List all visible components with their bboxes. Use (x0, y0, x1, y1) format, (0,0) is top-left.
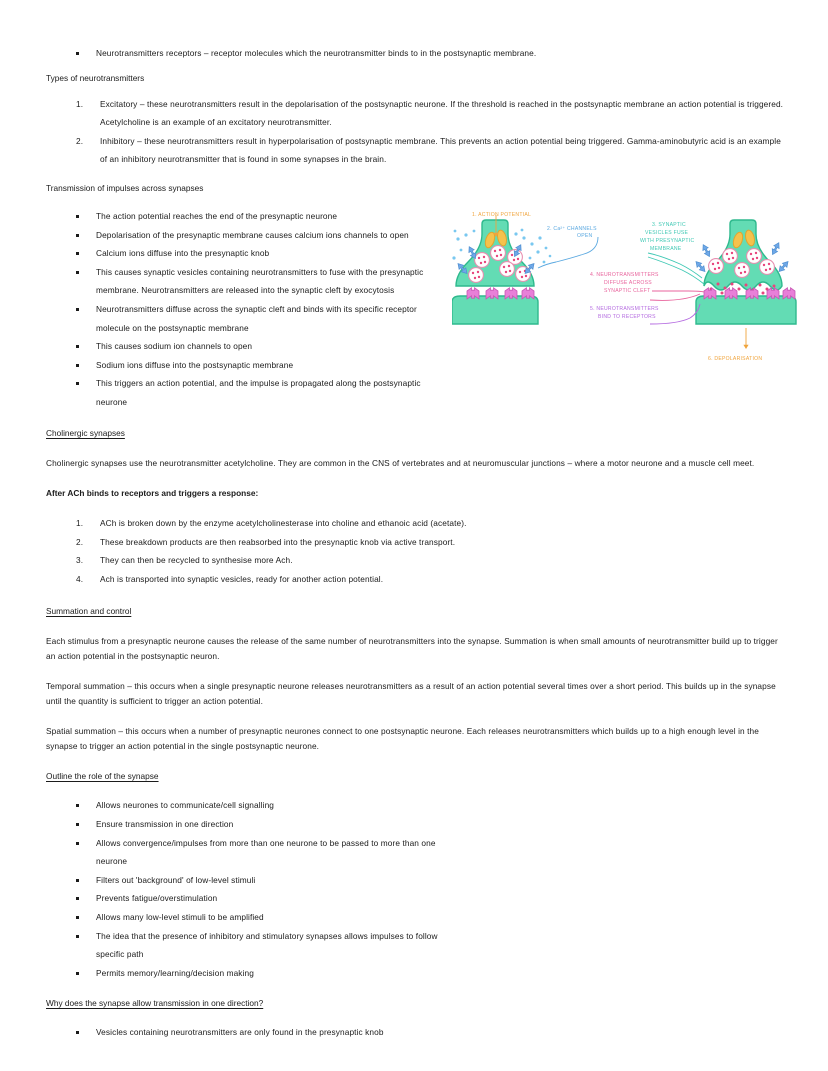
document-content (46, 44, 786, 1042)
leader-ca-channels (538, 237, 598, 268)
summation-paragraph-2: Temporal summation – this occurs when a single presynaptic neurone releases neurotransmitters as a result of an action potential several times over a short period. This builds up in the synapse until the quantity is sufficient to trigger an action potential. (46, 681, 776, 706)
heading-summation-and-control: Summation and control (46, 606, 132, 617)
list-item: Vesicles containing neurotransmitters are only found in the presynaptic knob (46, 1023, 446, 1042)
cholinergic-steps-list (46, 514, 706, 588)
diagram-label-ca-channels-line2: OPEN (577, 233, 593, 239)
list-item: Allows many low-level stimuli to be amplified (46, 908, 446, 927)
summation-paragraph-3: Spatial summation – this occurs when a number of presynaptic neurones connect to one postsynaptic neurone. Each releases neurotransmitters which builds up to a high enough level in the synapse to trigger an action potential in the single postsynaptic neurone. (46, 726, 759, 751)
list-item: Sodium ions diffuse into the postsynaptic membrane (46, 356, 446, 375)
diagram-label-diffuse-line3: SYNAPTIC CLEFT (604, 288, 651, 294)
list-item: Allows neurones to communicate/cell signalling (46, 796, 446, 815)
list-item: Neurotransmitters receptors – receptor molecules which the neurotransmitter binds to in the postsynaptic membrane. (46, 44, 786, 63)
list-item: Ach is transported into synaptic vesicles, ready for another action potential. (100, 573, 384, 584)
types-of-neurotransmitters-list (46, 95, 786, 169)
heading-types-of-neurotransmitters: Types of neurotransmitters (46, 72, 145, 83)
diagram-label-vesicles-fuse-line3: WITH PRESYNAPTIC (640, 238, 695, 244)
list-item: Calcium ions diffuse into the presynaptic knob (46, 244, 446, 263)
list-item: Depolarisation of the presynaptic membrane causes calcium ions channels to open (46, 226, 446, 245)
list-item: These breakdown products are then reabsorbed into the presynaptic knob via active transport. (100, 536, 456, 547)
list-item: The idea that the presence of inhibitory and stimulatory synapses allows impulses to follow specific path (46, 927, 446, 964)
synaptic-transmission-diagram (452, 206, 814, 388)
diagram-label-diffuse-line2: DIFFUSE ACROSS (604, 280, 652, 286)
list-item: The action potential reaches the end of the presynaptic neurone (46, 207, 446, 226)
diagram-label-bind-line2: BIND TO RECEPTORS (598, 314, 656, 320)
diagram-label-ca-channels-line1: 2. Ca²⁺ CHANNELS (547, 226, 597, 232)
diagram-label-vesicles-fuse-line4: MEMBRANE (650, 246, 682, 252)
list-item: Prevents fatigue/overstimulation (46, 889, 446, 908)
one-direction-bullet-list (46, 1023, 446, 1042)
right-postsynaptic-membrane (696, 288, 796, 324)
list-item: This causes sodium ion channels to open (46, 337, 446, 356)
leader-depolarisation (743, 328, 748, 349)
list-item: ACh is broken down by the enzyme acetylcholinesterase into choline and ethanoic acid (acetate). (100, 518, 467, 528)
intro-bullet-list (46, 44, 786, 63)
leader-diffuse-cleft (652, 291, 704, 292)
diagram-label-diffuse-line1: 4. NEUROTRANSMITTERS (590, 272, 659, 278)
role-of-synapse-bullet-list (46, 796, 446, 982)
heading-transmission-of-impulses: Transmission of impulses across synapses (46, 182, 204, 193)
transmission-bullet-list (46, 207, 446, 412)
heading-role-of-synapse: Outline the role of the synapse (46, 771, 159, 782)
right-presynaptic-neuron (704, 220, 782, 290)
list-item: Permits memory/learning/decision making (46, 964, 446, 983)
summation-paragraph-1: Each stimulus from a presynaptic neurone causes the release of the same number of neurotransmitters into the synapse. Summation is when small amounts of neurotransmitter build up to trigger an action potential in the postsynaptic neuron. (46, 636, 778, 661)
list-item: They can then be recycled to synthesise more Ach. (100, 555, 293, 566)
diagram-label-depolarisation: 6. DEPOLARISATION (708, 356, 763, 362)
diagram-label-bind-line1: 5. NEUROTRANSMITTERS (590, 306, 659, 312)
diagram-label-vesicles-fuse-line1: 3. SYNAPTIC (652, 222, 686, 228)
list-item: This triggers an action potential, and the impulse is propagated along the postsynaptic neurone (46, 374, 446, 411)
list-item: Inhibitory – these neurotransmitters result in hyperpolarisation of postsynaptic membrane. This prevents an action potential being triggered. Gamma-aminobutyric acid is an example of an inhibitory neurotransmitter that is found in some synapses in the brain. (100, 135, 781, 165)
diagram-label-action-potential: 1. ACTION POTENTIAL (472, 212, 532, 218)
list-item: Excitatory – these neurotransmitters result in the depolarisation of the postsynaptic neurone. If the threshold is reached in the postsynaptic membrane an action potential is triggered. Acetylcholine is an example of an excitatory neurotransmitter. (100, 98, 784, 128)
list-item: Ensure transmission in one direction (46, 815, 446, 834)
heading-one-direction: Why does the synapse allow transmission in one direction? (46, 998, 264, 1009)
diagram-label-vesicles-fuse-line2: VESICLES FUSE (645, 230, 689, 236)
heading-cholinergic-synapses: Cholinergic synapses (46, 427, 125, 438)
list-item: This causes synaptic vesicles containing neurotransmitters to fuse with the presynaptic membrane. Neurotransmitters are released into the synaptic cleft by exocytosis (46, 263, 446, 300)
list-item: Filters out 'background' of low-level stimuli (46, 871, 446, 890)
cholinergic-paragraph: Cholinergic synapses use the neurotransmitter acetylcholine. They are common in the CNS of vertebrates and at neuromuscular junctions – where a motor neurone and a muscle cell meet. (46, 457, 755, 468)
list-item: Allows convergence/impulses from more than one neurone to be passed to more than one neurone (46, 834, 446, 871)
left-postsynaptic-membrane (452, 288, 538, 324)
subheading-after-ach-binds: After ACh binds to receptors and triggers a response: (46, 488, 259, 498)
list-item: Neurotransmitters diffuse across the synaptic cleft and binds with its specific receptor molecule on the postsynaptic membrane (46, 300, 446, 337)
